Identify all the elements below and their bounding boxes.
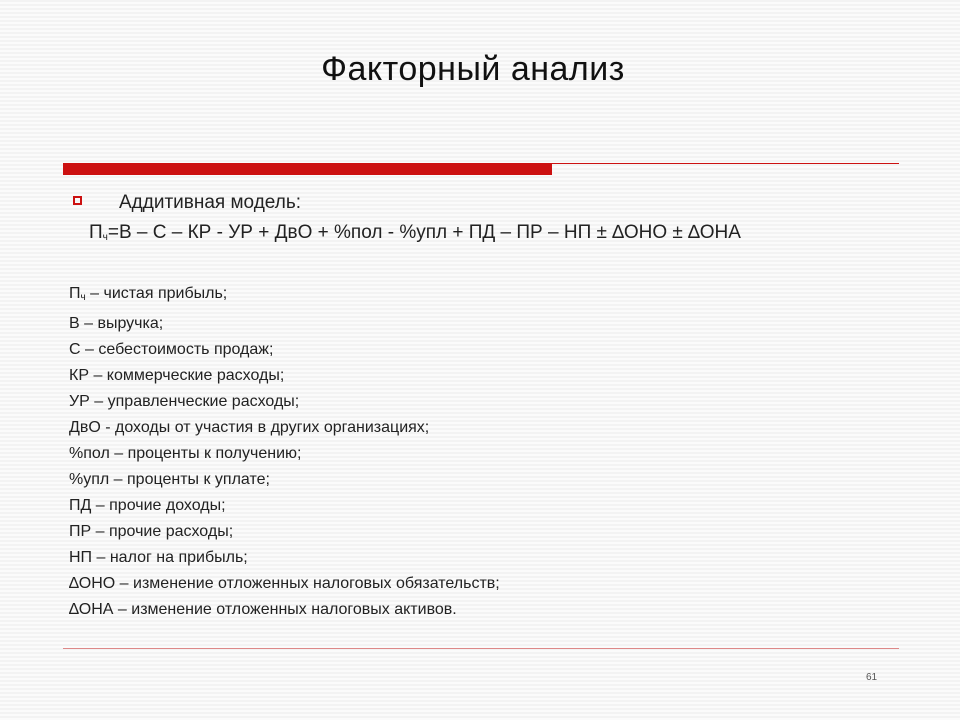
definition-item: НП – налог на прибыль; [69, 549, 248, 566]
definition-item: ∆ОНА – изменение отложенных налоговых активов. [69, 601, 457, 618]
footer-divider [63, 648, 899, 649]
definition-item: ДвО - доходы от участия в других организациях; [69, 419, 430, 436]
formula-lhs-subscript: ч [102, 232, 108, 243]
definition-item: ПР – прочие расходы; [69, 523, 234, 540]
formula-lhs: П [89, 222, 103, 243]
formula-rhs: =В – С – КР - УР + ДвО + %пол - %упл + ПД – ПР – НП ± ∆ОНО ± ∆ОНА [107, 222, 741, 243]
definition-symbol: П [69, 285, 81, 302]
definition-item: УР – управленческие расходы; [69, 393, 300, 410]
page-number: 61 [866, 672, 878, 683]
square-bullet-icon [73, 196, 82, 205]
definitions-list [69, 281, 500, 623]
title-divider-thick [63, 164, 552, 175]
definition-item: С – себестоимость продаж; [69, 341, 274, 358]
definition-text: – чистая прибыль; [85, 285, 228, 302]
definition-item [69, 281, 500, 311]
definition-item: КР – коммерческие расходы; [69, 367, 285, 384]
definition-item: ∆ОНО – изменение отложенных налоговых обязательств; [69, 575, 500, 592]
definition-item: %упл – проценты к уплате; [69, 471, 270, 488]
definition-item: %пол – проценты к получению; [69, 445, 302, 462]
definition-item: ПД – прочие доходы; [69, 497, 226, 514]
definition-subscript: ч [80, 292, 86, 303]
bullet-heading: Аддитивная модель: [119, 192, 301, 213]
slide-title: Факторный анализ [321, 50, 625, 88]
additive-model-formula [89, 222, 741, 244]
definition-item: В – выручка; [69, 315, 164, 332]
